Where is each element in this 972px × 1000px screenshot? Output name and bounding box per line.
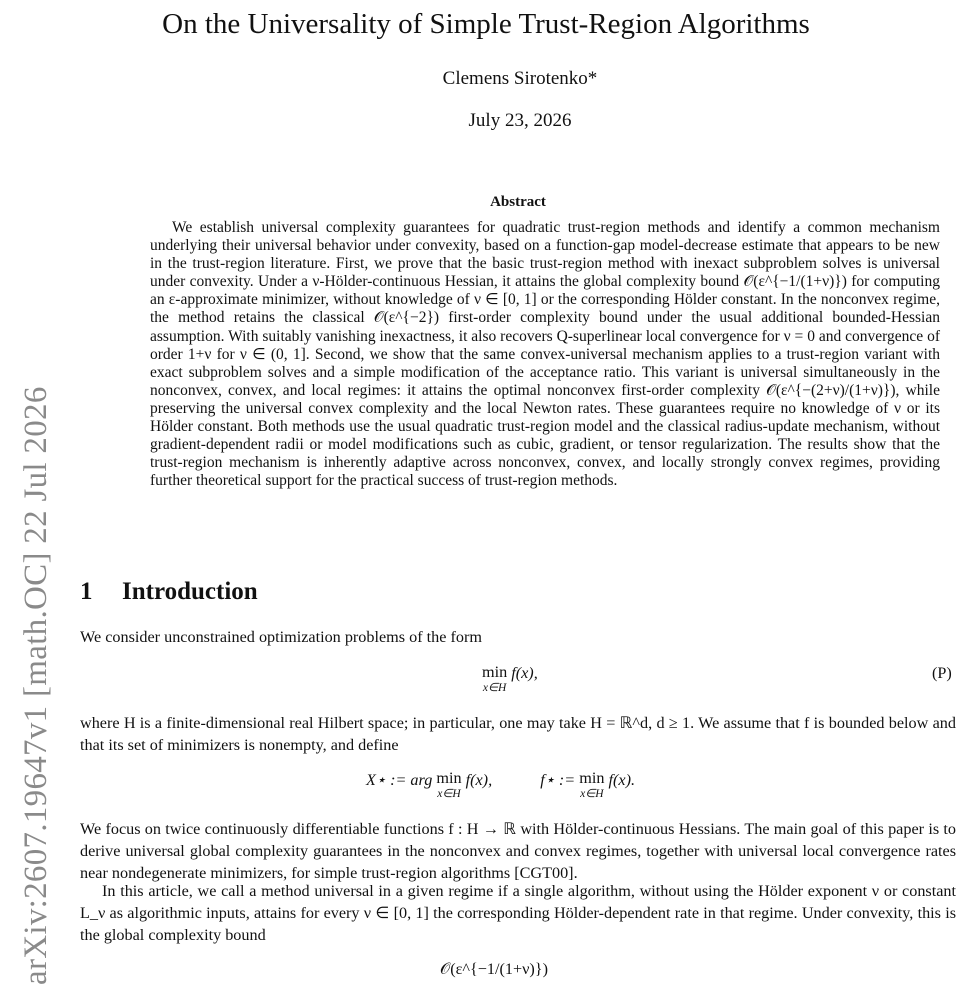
- abstract-heading: Abstract: [490, 194, 546, 210]
- equation-expr: f(x),: [511, 664, 538, 682]
- min-operator: min x∈H: [482, 663, 508, 694]
- equation-definitions: X⋆ := arg min x∈H f(x), f⋆ := min x∈H f(x).: [366, 769, 636, 800]
- equation-tag: (P): [932, 664, 952, 682]
- section-heading: [80, 578, 258, 606]
- intro-paragraph-1: We consider unconstrained optimization problems of the form: [80, 628, 482, 646]
- section-title: Introduction: [122, 578, 258, 605]
- paper-title: On the Universality of Simple Trust-Region Algorithms: [162, 8, 810, 40]
- intro-paragraph-4: In this article, we call a method universal in a given regime if a single algorithm, without using the Hölder exponent ν or constant L_ν as algorithmic inputs, attains for every ν ∈ [0, 1] the corresponding Hölder-dependent rate in that regime. Under convexity, this is the global complexity bound: [80, 882, 956, 944]
- equation-P: [482, 664, 538, 696]
- paper-author: Clemens Sirotenko*: [442, 68, 598, 89]
- equation-complexity: 𝒪(ε^{−1/(1+ν)}): [440, 960, 548, 978]
- intro-paragraph-2: where H is a finite-dimensional real Hilbert space; in particular, one may take H = ℝ^d, d ≥ 1. We assume that f is bounded below and that its set of minimizers is nonempty, and define: [80, 714, 956, 754]
- arxiv-stamp: arXiv:2607.19647v1 [math.OC] 22 Jul 2026: [18, 386, 54, 985]
- paper-date: July 23, 2026: [468, 110, 572, 131]
- abstract-text: We establish universal complexity guarantees for quadratic trust-region methods and identify a common mechanism underlying their universal behavior under convexity, based on a function-gap model-decrease estimate that appears to be new in the trust-region literature. First, we prove that the basic trust-region method with inexact subproblem solves is universal under convexity. Under a ν-Hölder-continuous Hessian, it attains the global complexity bound 𝒪(ε^{−1/(1+ν)}) for computing an ε-approximate minimizer, without knowledge of ν ∈ [0, 1] or the corresponding Hölder constant. In the nonconvex regime, the method retains the classical 𝒪(ε^{−2}) first-order complexity bound under the usual additional bounded-Hessian assumption. With suitably vanishing inexactness, it also recovers Q-superlinear local convergence for ν = 0 and convergence of order 1+ν for ν ∈ (0, 1]. Second, we show that the same convex-universal mechanism applies to a trust-region variant with exact subproblem solves and a simple modification of the acceptance ratio. This variant is universal simultaneously in the nonconvex, convex, and local regimes: it attains the optimal nonconvex first-order complexity 𝒪(ε^{−(2+ν)/(1+ν)}), while preserving the universal convex complexity and the local Newton rates. These guarantees require no knowledge of ν or its Hölder constant. Both methods use the usual quadratic trust-region model and the classical radius-update mechanism, without gradient-dependent radii or model modifications such as cubic, gradient, or tensor regularization. The results show that the trust-region mechanism is inherently adaptive across nonconvex, convex, and locally strongly convex regimes, providing further theoretical support for the practical success of trust-region methods.: [150, 219, 940, 490]
- section-number: 1: [80, 578, 93, 605]
- intro-paragraph-3: We focus on twice continuously differentiable functions f : H → ℝ with Hölder-continuous Hessians. The main goal of this paper is to derive universal global complexity guarantees in the nonconvex and convex regimes, together with universal local convergence rates near nondegenerate minimizers, for simple trust-region algorithms [CGT00].: [80, 820, 956, 882]
